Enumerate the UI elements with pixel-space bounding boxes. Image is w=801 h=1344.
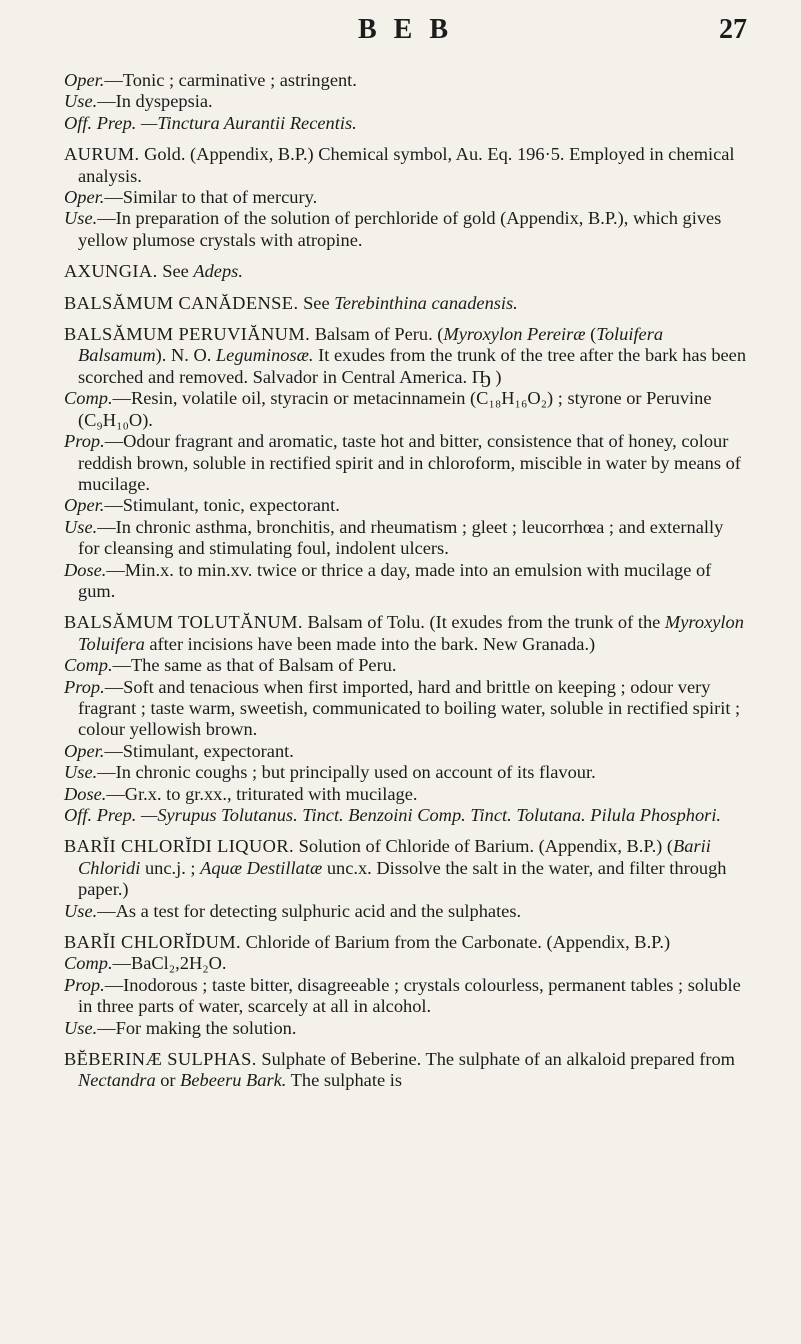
use-line: Use.—As a test for detecting sulphuric acid and the sulphates. bbox=[64, 900, 522, 921]
dose-line: Dose.—Gr.x. to gr.xx., triturated with mucilage. bbox=[64, 783, 418, 804]
use-line: Use.—In preparation of the solution of perchloride of gold (Appendix, B.P.), which gives yellow plumose crystals with atropine. bbox=[64, 208, 722, 250]
use-line: Use.—In dyspepsia. bbox=[64, 91, 213, 112]
comp-line: Comp.—Resin, volatile oil, styracin or metacinnamein (C₁₈H₁₆O₂) ; styrone or Peruvine (C₉H₁₀O). bbox=[64, 388, 712, 430]
off-prep-line: Off. Prep. —Syrupus Tolutanus. Tinct. Benzoini Comp. Tinct. Tolutana. Pilula Phosphori. bbox=[64, 805, 722, 825]
dagger-symbol: Ҧ ) bbox=[471, 366, 502, 387]
entry-head-line: BARĬI CHLORĬDI LIQUOR. Solution of Chloride of Barium. (Appendix, B.P.) (Barii Chloridi unc.j. ; Aquæ Destillatæ unc.x. Dissolve the salt in the water, and filter through paper.) bbox=[64, 836, 727, 900]
headword: BALSĂMUM CANĂDENSE. bbox=[64, 292, 299, 313]
page-header bbox=[64, 14, 747, 54]
oper-line: Oper.—Stimulant, expectorant. bbox=[64, 740, 294, 761]
entry-beberinae-sulphas bbox=[64, 1049, 747, 1092]
headword: BARĬI CHLORĬDUM. bbox=[64, 932, 242, 953]
comp-line: Comp.—The same as that of Balsam of Peru. bbox=[64, 655, 397, 676]
entry-barii-chloridi-liquor bbox=[64, 836, 747, 922]
oper-line: Oper.—Tonic ; carminative ; astringent. bbox=[64, 70, 357, 90]
entry-head-line: BARĬI CHLORĬDUM. Chloride of Barium from the Carbonate. (Appendix, B.P.) bbox=[64, 932, 671, 953]
off-prep-line: Off. Prep. —Tinctura Aurantii Recentis. bbox=[64, 112, 357, 133]
oper-line: Oper.—Similar to that of mercury. bbox=[64, 187, 318, 208]
entry-head-line: BĔBERINÆ SULPHAS. Sulphate of Beberine. The sulphate of an alkaloid prepared from Nectandra or Bebeeru Bark. The sulphate is bbox=[64, 1049, 735, 1091]
entry-head-line: AURUM. Gold. (Appendix, B.P.) Chemical symbol, Au. Eq. 196·5. Employed in chemical analysis. bbox=[64, 144, 735, 186]
headword: BALSĂMUM TOLUTĂNUM. bbox=[64, 612, 303, 633]
running-head: B E B bbox=[357, 14, 454, 45]
prop-line: Prop.—Inodorous ; taste bitter, disagreeable ; crystals colourless, permanent tables ; soluble in three parts of water, scarcely at all in alcohol. bbox=[64, 974, 741, 1017]
use-line: Use.—For making the solution. bbox=[64, 1017, 297, 1038]
use-line: Use.—In chronic coughs ; but principally used on account of its flavour. bbox=[64, 762, 596, 783]
headword: BĔBERINÆ SULPHAS. bbox=[64, 1049, 257, 1070]
oper-line: Oper.—Stimulant, tonic, expectorant. bbox=[64, 495, 340, 516]
headword: BARĬI CHLORĬDI LIQUOR. bbox=[64, 836, 294, 857]
entry-head-line: BALSĂMUM TOLUTĂNUM. Balsam of Tolu. (It exudes from the trunk of the Myroxylon Toluifera after incisions have been made into the bark. New Granada.) bbox=[64, 612, 744, 654]
entry-aurantii-continued bbox=[64, 70, 747, 134]
entry-balsamum-canadense bbox=[64, 293, 747, 314]
prop-line: Prop.—Soft and tenacious when first imported, hard and brittle on keeping ; odour very fragrant ; taste warm, sweetish, communicated to boiling water, soluble in rectified spirit ; colour yellowish brown. bbox=[64, 676, 741, 740]
comp-line: Comp.—BaCl₂,2H₂O. bbox=[64, 953, 227, 974]
headword: AXUNGIA. bbox=[64, 261, 158, 282]
entry-balsamum-peruvianum bbox=[64, 324, 747, 602]
prop-line: Prop.—Odour fragrant and aromatic, taste hot and bitter, consistence that of honey, colour reddish brown, soluble in rectified spirit and in chloroform, miscible in water by means of mucilage. bbox=[64, 431, 741, 494]
use-line: Use.—In chronic asthma, bronchitis, and rheumatism ; gleet ; leucorrhœa ; and externally for cleansing and stimulating foul, indolent ulcers. bbox=[64, 516, 724, 559]
entry-head-line: BALSĂMUM PERUVIĂNUM. Balsam of Peru. (Myroxylon Pereiræ (Toluifera Balsamum). N. O. Leguminosæ. It exudes from the trunk of the tree after the bark has been scorched and removed. Salvador in Central America. Ҧ ) bbox=[64, 324, 747, 387]
entry-head-line: BALSĂMUM CANĂDENSE. See Terebinthina canadensis. bbox=[64, 292, 518, 313]
page-body bbox=[64, 70, 747, 1102]
headword: AURUM. bbox=[64, 144, 140, 165]
dose-line: Dose.—Min.x. to min.xv. twice or thrice a day, made into an emulsion with mucilage of gum. bbox=[64, 559, 712, 601]
entry-axungia bbox=[64, 261, 747, 282]
page-number: 27 bbox=[719, 14, 747, 45]
entry-barii-chloridum bbox=[64, 932, 747, 1039]
entry-aurum bbox=[64, 144, 747, 251]
headword: BALSĂMUM PERUVIĂNUM. bbox=[64, 324, 311, 345]
entry-head-line: AXUNGIA. See Adeps. bbox=[64, 261, 243, 282]
entry-balsamum-tolutanum bbox=[64, 612, 747, 826]
